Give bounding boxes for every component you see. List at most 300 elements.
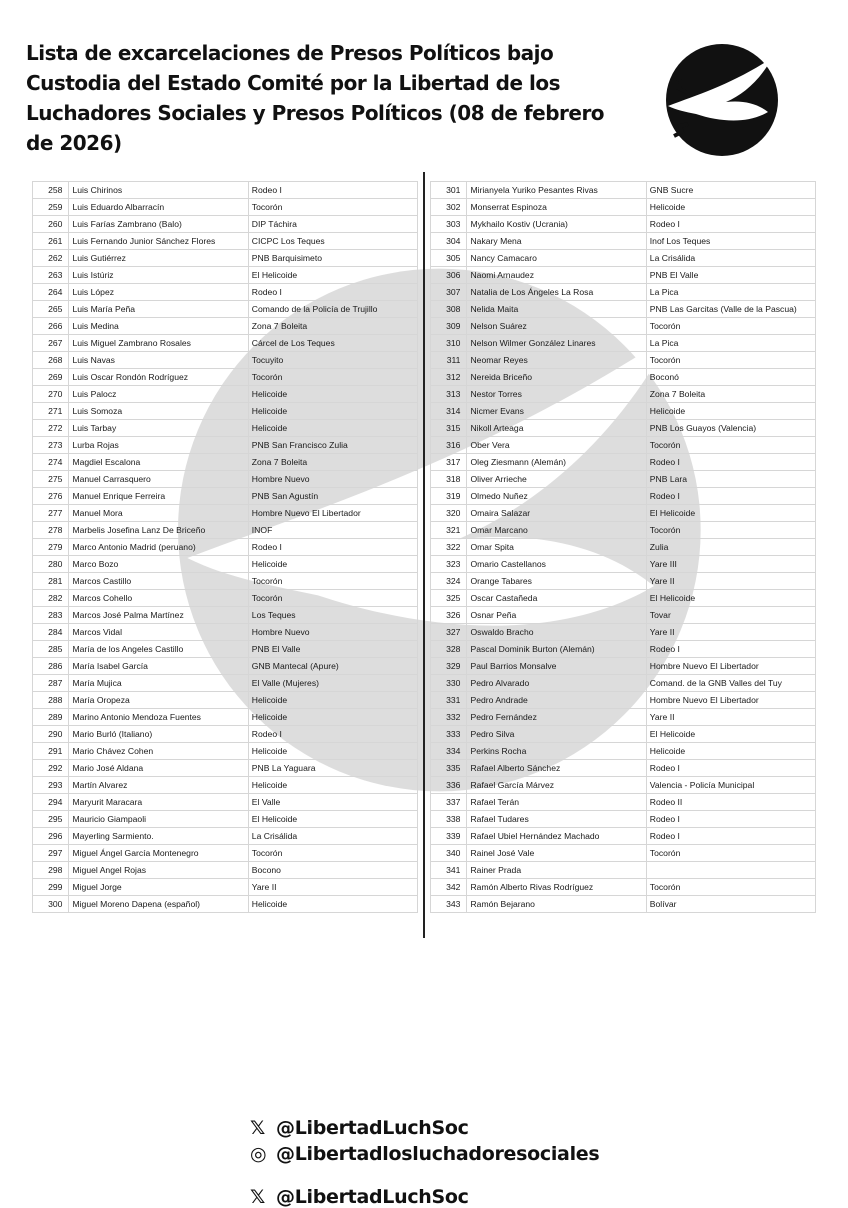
prisoner-name: Marino Antonio Mendoza Fuentes <box>69 709 248 726</box>
prisoner-name: Luis Medina <box>69 318 248 335</box>
dove-chain-logo <box>660 40 780 160</box>
row-number: 286 <box>33 658 69 675</box>
row-number: 299 <box>33 879 69 896</box>
detention-place: Boconó <box>646 369 815 386</box>
prisoner-name: Rafael Ubiel Hernández Machado <box>467 828 646 845</box>
table-row <box>33 760 418 777</box>
detention-place: Rodeo I <box>646 216 815 233</box>
prisoner-table-left <box>32 181 418 913</box>
table-row <box>431 726 816 743</box>
row-number: 338 <box>431 811 467 828</box>
table-row <box>431 624 816 641</box>
detention-place: Helicoide <box>248 386 417 403</box>
row-number: 336 <box>431 777 467 794</box>
detention-place: Rodeo I <box>646 828 815 845</box>
row-number: 300 <box>33 896 69 913</box>
row-number: 296 <box>33 828 69 845</box>
prisoner-name: Luis Miguel Zambrano Rosales <box>69 335 248 352</box>
table-row <box>33 573 418 590</box>
table-row <box>431 845 816 862</box>
prisoner-name: Miguel Angel Rojas <box>69 862 248 879</box>
row-number: 326 <box>431 607 467 624</box>
table-row <box>431 879 816 896</box>
table-row <box>431 488 816 505</box>
detention-place: Rodeo I <box>646 811 815 828</box>
table-row <box>33 624 418 641</box>
table-row <box>431 437 816 454</box>
x-handle[interactable]: @LibertadLuchSoc <box>276 1117 469 1139</box>
row-number: 305 <box>431 250 467 267</box>
table-row <box>33 420 418 437</box>
detention-place: Helicoide <box>248 420 417 437</box>
table-row <box>33 454 418 471</box>
prisoner-name: Oleg Ziesmann (Alemán) <box>467 454 646 471</box>
table-row <box>431 505 816 522</box>
row-number: 335 <box>431 760 467 777</box>
detention-place: GNB Sucre <box>646 182 815 199</box>
table-row <box>33 828 418 845</box>
row-number: 302 <box>431 199 467 216</box>
row-number: 311 <box>431 352 467 369</box>
detention-place: Helicoide <box>248 709 417 726</box>
prisoner-name: Nikoll Arteaga <box>467 420 646 437</box>
table-row <box>33 250 418 267</box>
table-row <box>431 760 816 777</box>
table-row <box>33 845 418 862</box>
table-row <box>33 352 418 369</box>
row-number: 274 <box>33 454 69 471</box>
table-row <box>33 607 418 624</box>
prisoner-name: María Oropeza <box>69 692 248 709</box>
page-title: Lista de excarcelaciones de Presos Políticos bajo Custodia del Estado Comité por la Libertad de los Luchadores Sociales y Presos Políticos (08 de febrero de 2026) <box>26 41 605 155</box>
row-number: 264 <box>33 284 69 301</box>
detention-place: Comand. de la GNB Valles del Tuy <box>646 675 815 692</box>
row-number: 269 <box>33 369 69 386</box>
row-number: 262 <box>33 250 69 267</box>
row-number: 332 <box>431 709 467 726</box>
prisoner-name: Nelson Suárez <box>467 318 646 335</box>
row-number: 277 <box>33 505 69 522</box>
row-number: 314 <box>431 403 467 420</box>
prisoner-name: Mirianyela Yuriko Pesantes Rivas <box>467 182 646 199</box>
detention-place: Comando de la Policía de Trujillo <box>248 301 417 318</box>
prisoner-name: Pascal Dominik Burton (Alemán) <box>467 641 646 658</box>
prisoner-name: Luis Navas <box>69 352 248 369</box>
detention-place: Los Teques <box>248 607 417 624</box>
prisoner-name: Omaira Salazar <box>467 505 646 522</box>
table-row <box>431 267 816 284</box>
row-number: 261 <box>33 233 69 250</box>
table-row <box>33 675 418 692</box>
table-row <box>33 301 418 318</box>
prisoner-name: Nestor Torres <box>467 386 646 403</box>
detention-place: Helicoide <box>646 199 815 216</box>
row-number: 268 <box>33 352 69 369</box>
table-row <box>33 488 418 505</box>
table-row <box>33 556 418 573</box>
prisoner-name: Luis López <box>69 284 248 301</box>
detention-place: Rodeo I <box>646 641 815 658</box>
row-number: 283 <box>33 607 69 624</box>
detention-place: Tocorón <box>646 318 815 335</box>
row-number: 330 <box>431 675 467 692</box>
table-row <box>431 250 816 267</box>
row-number: 281 <box>33 573 69 590</box>
row-number: 303 <box>431 216 467 233</box>
detention-place: Tocorón <box>248 199 417 216</box>
detention-place: Rodeo I <box>248 726 417 743</box>
prisoner-name: Olmedo Nuñez <box>467 488 646 505</box>
row-number: 265 <box>33 301 69 318</box>
detention-place: Inof Los Teques <box>646 233 815 250</box>
prisoner-name: Monserrat Espinoza <box>467 199 646 216</box>
detention-place: Helicoide <box>248 743 417 760</box>
detention-place: Tocuyito <box>248 352 417 369</box>
prisoner-name: Martín Alvarez <box>69 777 248 794</box>
row-number: 322 <box>431 539 467 556</box>
row-number: 339 <box>431 828 467 845</box>
detention-place: Helicoide <box>248 692 417 709</box>
row-number: 316 <box>431 437 467 454</box>
table-row <box>431 539 816 556</box>
table-row <box>33 692 418 709</box>
row-number: 306 <box>431 267 467 284</box>
detention-place: Yare II <box>248 879 417 896</box>
detention-place: Yare II <box>646 624 815 641</box>
prisoner-name: Mayerling Sarmiento. <box>69 828 248 845</box>
table-row <box>33 862 418 879</box>
row-number: 282 <box>33 590 69 607</box>
detention-place: PNB Las Garcitas (Valle de la Pascua) <box>646 301 815 318</box>
detention-place: Yare III <box>646 556 815 573</box>
table-row <box>431 658 816 675</box>
detention-place: Bolívar <box>646 896 815 913</box>
detention-place: El Helicoide <box>248 267 417 284</box>
prisoner-name: Luis Somoza <box>69 403 248 420</box>
detention-place: Tocorón <box>248 573 417 590</box>
table-row <box>431 284 816 301</box>
prisoner-name: Marco Bozo <box>69 556 248 573</box>
table-row <box>33 641 418 658</box>
detention-place: Zulia <box>646 539 815 556</box>
detention-place: PNB San Francisco Zulia <box>248 437 417 454</box>
prisoner-name: Mario Chávez Cohen <box>69 743 248 760</box>
table-row <box>431 675 816 692</box>
row-number: 298 <box>33 862 69 879</box>
row-number: 307 <box>431 284 467 301</box>
row-number: 263 <box>33 267 69 284</box>
row-number: 315 <box>431 420 467 437</box>
detention-place: Helicoide <box>248 556 417 573</box>
detention-place: PNB Lara <box>646 471 815 488</box>
detention-place: Rodeo I <box>248 539 417 556</box>
prisoner-name: Ober Vera <box>467 437 646 454</box>
prisoner-name: Pedro Fernández <box>467 709 646 726</box>
prisoner-name: Oswaldo Bracho <box>467 624 646 641</box>
x-handle-repeat[interactable]: @LibertadLuchSoc <box>276 1186 469 1208</box>
x-handle-row <box>250 1117 469 1139</box>
row-number: 319 <box>431 488 467 505</box>
table-row <box>431 403 816 420</box>
prisoner-name: Rafael García Márvez <box>467 777 646 794</box>
detention-place: Tovar <box>646 607 815 624</box>
table-row <box>431 182 816 199</box>
table-row <box>431 301 816 318</box>
instagram-handle[interactable]: @Libertadlosluchadoresociales <box>276 1143 600 1165</box>
table-row <box>431 573 816 590</box>
detention-place: Rodeo I <box>248 182 417 199</box>
table-row <box>431 352 816 369</box>
row-number: 280 <box>33 556 69 573</box>
prisoner-name: Oscar Castañeda <box>467 590 646 607</box>
prisoner-name: Marcos Castillo <box>69 573 248 590</box>
row-number: 294 <box>33 794 69 811</box>
table-row <box>33 879 418 896</box>
table-row <box>33 369 418 386</box>
table-row <box>33 182 418 199</box>
table-row <box>33 794 418 811</box>
row-number: 266 <box>33 318 69 335</box>
detention-place: Helicoide <box>248 896 417 913</box>
prisoner-name: Nancy Camacaro <box>467 250 646 267</box>
table-row <box>431 811 816 828</box>
row-number: 259 <box>33 199 69 216</box>
detention-place: Cárcel de Los Teques <box>248 335 417 352</box>
detention-place: INOF <box>248 522 417 539</box>
detention-place: Rodeo I <box>248 284 417 301</box>
prisoner-name: Orange Tabares <box>467 573 646 590</box>
prisoner-name: Marcos Vidal <box>69 624 248 641</box>
table-row <box>33 437 418 454</box>
prisoner-name: María Isabel García <box>69 658 248 675</box>
detention-place: Rodeo I <box>646 760 815 777</box>
detention-place: Tocorón <box>646 522 815 539</box>
row-number: 271 <box>33 403 69 420</box>
prisoner-name: Perkins Rocha <box>467 743 646 760</box>
prisoner-name: Natalia de Los Ángeles La Rosa <box>467 284 646 301</box>
prisoner-name: Marco Antonio Madrid (peruano) <box>69 539 248 556</box>
row-number: 318 <box>431 471 467 488</box>
table-row <box>431 199 816 216</box>
prisoner-name: Neomar Reyes <box>467 352 646 369</box>
detention-place: Helicoide <box>646 403 815 420</box>
table-row <box>431 641 816 658</box>
row-number: 324 <box>431 573 467 590</box>
detention-place: PNB El Valle <box>248 641 417 658</box>
detention-place: Helicoide <box>646 743 815 760</box>
prisoner-name: Pedro Silva <box>467 726 646 743</box>
row-number: 297 <box>33 845 69 862</box>
detention-place: La Crisálida <box>248 828 417 845</box>
prisoner-name: Luis Tarbay <box>69 420 248 437</box>
row-number: 279 <box>33 539 69 556</box>
prisoner-name: Lurba Rojas <box>69 437 248 454</box>
detention-place: PNB La Yaguara <box>248 760 417 777</box>
row-number: 270 <box>33 386 69 403</box>
row-number: 273 <box>33 437 69 454</box>
table-row <box>431 862 816 879</box>
row-number: 278 <box>33 522 69 539</box>
detention-place: Bocono <box>248 862 417 879</box>
row-number: 295 <box>33 811 69 828</box>
table-row <box>431 420 816 437</box>
prisoner-name: Luis Chirinos <box>69 182 248 199</box>
row-number: 272 <box>33 420 69 437</box>
prisoner-name: Miguel Moreno Dapena (español) <box>69 896 248 913</box>
prisoner-name: Ramón Bejarano <box>467 896 646 913</box>
table-row <box>33 386 418 403</box>
column-divider <box>423 172 425 938</box>
prisoner-name: Luis Oscar Rondón Rodríguez <box>69 369 248 386</box>
row-number: 317 <box>431 454 467 471</box>
prisoner-name: Ramón Alberto Rivas Rodríguez <box>467 879 646 896</box>
table-row <box>33 743 418 760</box>
detention-place: Tocorón <box>646 437 815 454</box>
table-row <box>33 335 418 352</box>
row-number: 341 <box>431 862 467 879</box>
table-row <box>431 828 816 845</box>
table-row <box>431 335 816 352</box>
detention-place: GNB Mantecal (Apure) <box>248 658 417 675</box>
row-number: 321 <box>431 522 467 539</box>
detention-place: Hombre Nuevo <box>248 624 417 641</box>
prisoner-name: Mykhailo Kostiv (Ucrania) <box>467 216 646 233</box>
prisoner-name: Manuel Carrasquero <box>69 471 248 488</box>
table-row <box>431 318 816 335</box>
prisoner-name: Maryurit Maracara <box>69 794 248 811</box>
row-number: 304 <box>431 233 467 250</box>
detention-place: Tocorón <box>248 590 417 607</box>
row-number: 343 <box>431 896 467 913</box>
row-number: 267 <box>33 335 69 352</box>
table-row <box>431 709 816 726</box>
detention-place: PNB El Valle <box>646 267 815 284</box>
prisoner-name: Rainel José Vale <box>467 845 646 862</box>
prisoner-name: Manuel Mora <box>69 505 248 522</box>
detention-place: PNB Barquisimeto <box>248 250 417 267</box>
table-row <box>431 522 816 539</box>
prisoner-name: Paul Barrios Monsalve <box>467 658 646 675</box>
row-number: 328 <box>431 641 467 658</box>
row-number: 342 <box>431 879 467 896</box>
table-row <box>431 896 816 913</box>
prisoner-name: Naomi Arnaudez <box>467 267 646 284</box>
detention-place: La Pica <box>646 335 815 352</box>
table-row <box>33 709 418 726</box>
instagram-handle-row <box>250 1143 599 1165</box>
row-number: 288 <box>33 692 69 709</box>
row-number: 287 <box>33 675 69 692</box>
detention-place: Rodeo II <box>646 794 815 811</box>
row-number: 308 <box>431 301 467 318</box>
table-row <box>33 811 418 828</box>
table-row <box>431 692 816 709</box>
x-handle-row-repeat <box>250 1186 469 1208</box>
table-row <box>33 590 418 607</box>
prisoner-name: Omario Castellanos <box>467 556 646 573</box>
detention-place: PNB San Agustín <box>248 488 417 505</box>
detention-place: CICPC Los Teques <box>248 233 417 250</box>
row-number: 325 <box>431 590 467 607</box>
detention-place: Rodeo I <box>646 488 815 505</box>
table-row <box>33 318 418 335</box>
prisoner-name: Luis Eduardo Albarracín <box>69 199 248 216</box>
x-logo-icon: 𝕏 <box>250 1117 266 1139</box>
detention-place: El Helicoide <box>248 811 417 828</box>
row-number: 313 <box>431 386 467 403</box>
prisoner-name: Rafael Terán <box>467 794 646 811</box>
table-row <box>33 216 418 233</box>
row-number: 340 <box>431 845 467 862</box>
table-row <box>33 505 418 522</box>
prisoner-name: Rainer Prada <box>467 862 646 879</box>
detention-place: Valencia - Policía Municipal <box>646 777 815 794</box>
instagram-icon: ◎ <box>250 1143 267 1165</box>
prisoner-name: Luis Istúriz <box>69 267 248 284</box>
detention-place: El Valle <box>248 794 417 811</box>
table-row <box>431 777 816 794</box>
prisoner-name: Manuel Enrique Ferreira <box>69 488 248 505</box>
row-number: 320 <box>431 505 467 522</box>
table-row <box>33 522 418 539</box>
table-row <box>431 216 816 233</box>
prisoner-name: Marcos Cohello <box>69 590 248 607</box>
row-number: 289 <box>33 709 69 726</box>
detention-place: Helicoide <box>248 403 417 420</box>
detention-place: Hombre Nuevo El Libertador <box>646 692 815 709</box>
prisoner-name: Rafael Alberto Sánchez <box>467 760 646 777</box>
prisoner-name: Pedro Alvarado <box>467 675 646 692</box>
prisoner-name: Magdiel Escalona <box>69 454 248 471</box>
row-number: 290 <box>33 726 69 743</box>
prisoner-name: Marbelis Josefina Lanz De Briceño <box>69 522 248 539</box>
table-row <box>431 743 816 760</box>
detention-place: PNB Los Guayos (Valencia) <box>646 420 815 437</box>
detention-place: Zona 7 Boleita <box>646 386 815 403</box>
detention-place <box>646 862 815 879</box>
row-number: 337 <box>431 794 467 811</box>
row-number: 292 <box>33 760 69 777</box>
table-row <box>33 284 418 301</box>
row-number: 312 <box>431 369 467 386</box>
prisoner-name: Rafael Tudares <box>467 811 646 828</box>
detention-place: Tocorón <box>646 845 815 862</box>
detention-place: La Crisálida <box>646 250 815 267</box>
table-row <box>431 590 816 607</box>
prisoner-name: Mauricio Giampaoli <box>69 811 248 828</box>
table-row <box>431 471 816 488</box>
prisoner-name: María de los Angeles Castillo <box>69 641 248 658</box>
prisoner-name: Omar Spita <box>467 539 646 556</box>
row-number: 284 <box>33 624 69 641</box>
detention-place: El Helicoide <box>646 726 815 743</box>
row-number: 323 <box>431 556 467 573</box>
prisoner-name: Nakary Mena <box>467 233 646 250</box>
table-row <box>431 607 816 624</box>
detention-place: Yare II <box>646 709 815 726</box>
prisoner-name: Luis Palocz <box>69 386 248 403</box>
prisoner-name: Luis Fernando Junior Sánchez Flores <box>69 233 248 250</box>
row-number: 333 <box>431 726 467 743</box>
detention-place: Zona 7 Boleita <box>248 318 417 335</box>
prisoner-name: Miguel Jorge <box>69 879 248 896</box>
prisoner-table-right <box>430 181 816 913</box>
prisoner-name: Oliver Arrieche <box>467 471 646 488</box>
table-row <box>33 233 418 250</box>
prisoner-name: Mario Burló (Italiano) <box>69 726 248 743</box>
prisoner-name: Pedro Andrade <box>467 692 646 709</box>
prisoner-name: Osnar Peña <box>467 607 646 624</box>
